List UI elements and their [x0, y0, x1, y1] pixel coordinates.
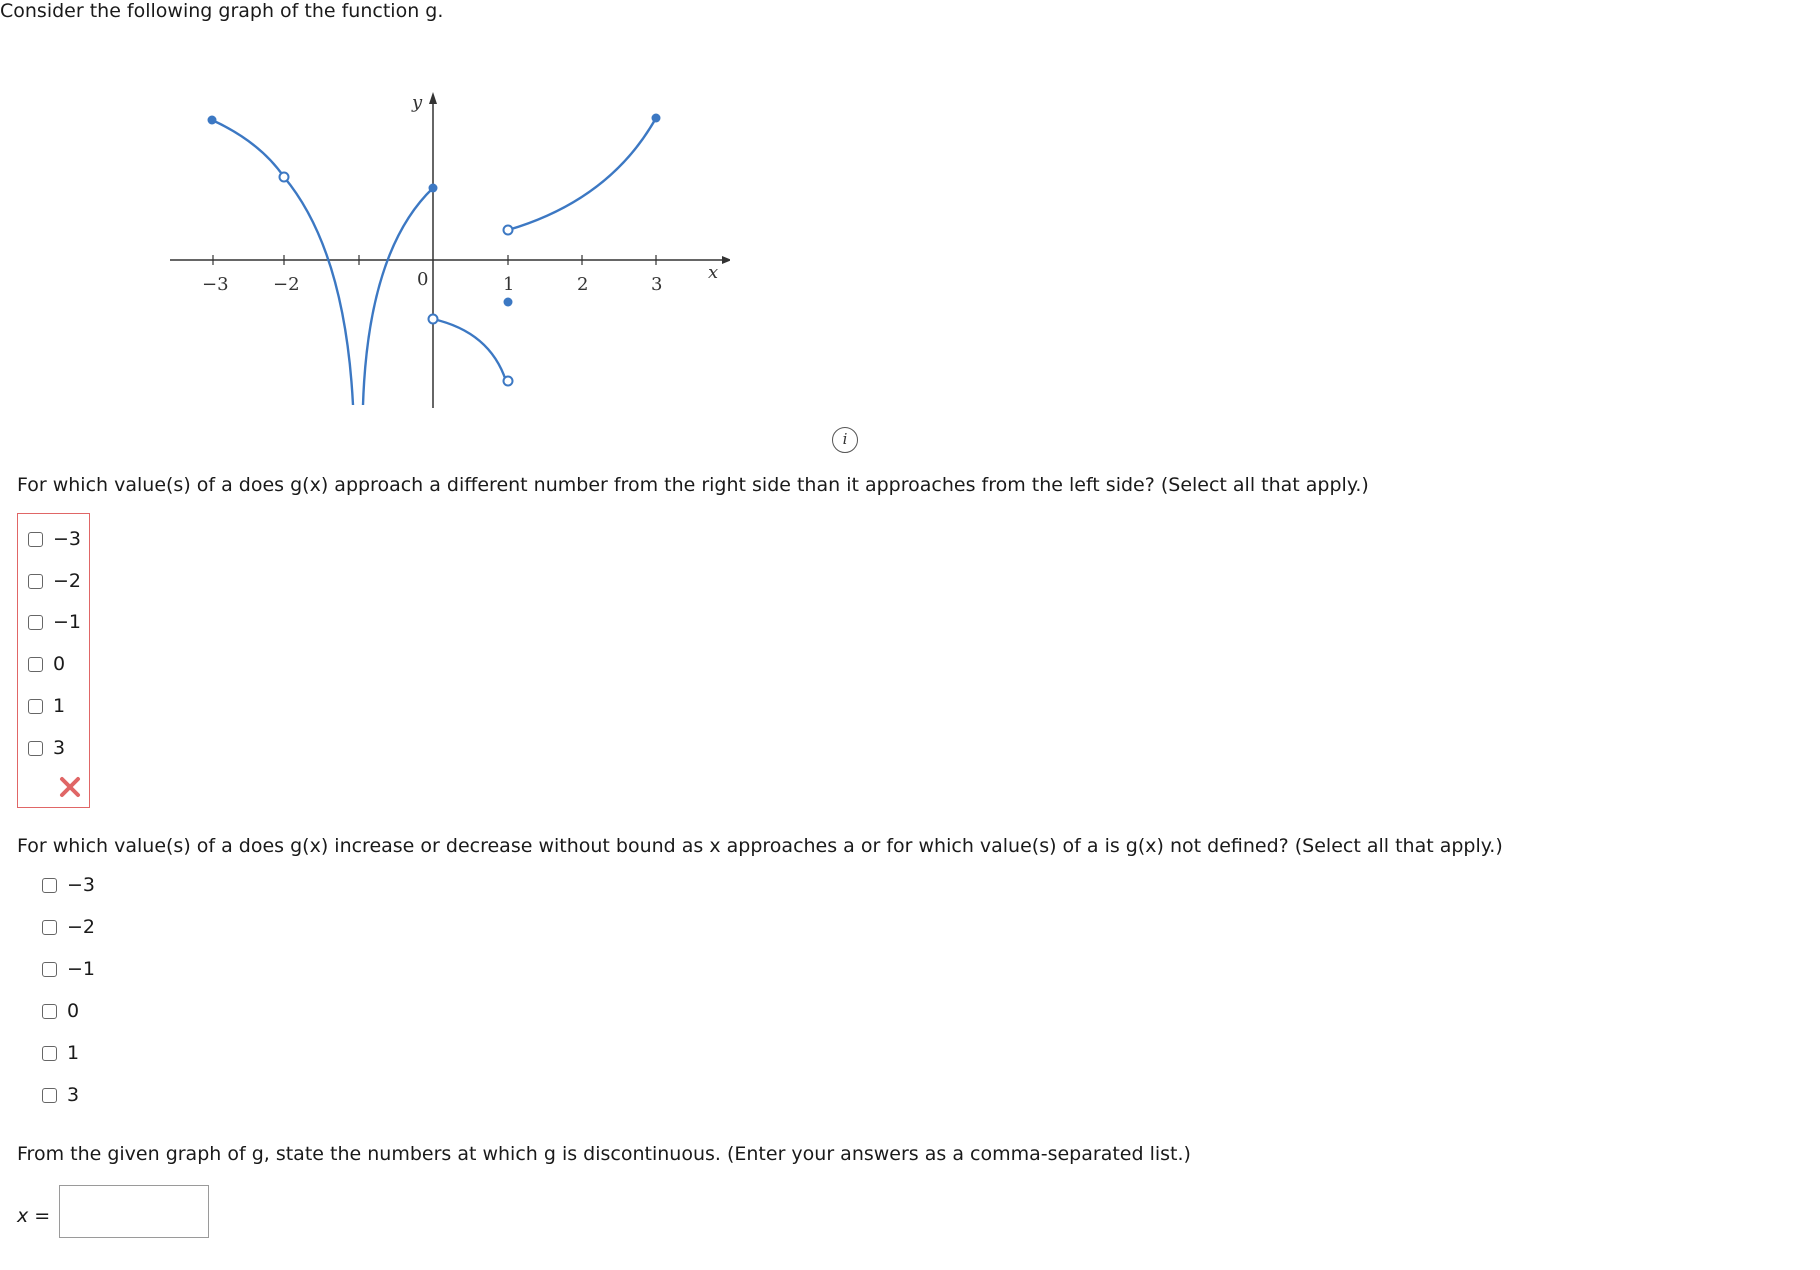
wrong-x-icon — [59, 776, 81, 798]
curve-left-branch — [212, 120, 353, 405]
q1-option-neg1[interactable]: −1 — [28, 609, 81, 635]
q2-option-neg2[interactable]: −2 — [42, 914, 95, 940]
q2-option-0[interactable]: 0 — [42, 998, 79, 1024]
checkbox[interactable] — [28, 615, 43, 630]
q1-option-3[interactable]: 3 — [28, 735, 65, 761]
graph-points — [208, 114, 661, 386]
tick-label-neg2: −2 — [273, 274, 300, 295]
answer-input[interactable] — [59, 1185, 209, 1238]
tick-label-1: 1 — [503, 274, 515, 295]
answer-label: x = — [17, 1205, 51, 1227]
q1-option-neg3[interactable]: −3 — [28, 526, 81, 552]
question-2-text: For which value(s) of a does g(x) increase or decrease without bound as x approaches a or for which value(s) of a is g(x) not defined? (Select all that apply.) — [17, 835, 1503, 857]
checkbox[interactable] — [28, 741, 43, 756]
y-axis-label: y — [412, 92, 423, 113]
q1-option-neg2[interactable]: −2 — [28, 568, 81, 594]
checkbox[interactable] — [42, 1088, 57, 1103]
curve-right-branch — [508, 118, 656, 230]
q2-option-1[interactable]: 1 — [42, 1040, 79, 1066]
question-1-text: For which value(s) of a does g(x) approach a different number from the right side than it approaches from the left side? (Select all that apply.) — [17, 474, 1369, 496]
question-1-options — [17, 513, 90, 808]
q2-option-3[interactable]: 3 — [42, 1082, 79, 1108]
info-icon[interactable]: i — [832, 427, 858, 453]
curve-middle-branch — [363, 188, 433, 405]
checkbox[interactable] — [42, 1004, 57, 1019]
question-3-text: From the given graph of g, state the numbers at which g is discontinuous. (Enter your answers as a comma-separated list.) — [17, 1143, 1191, 1165]
checkbox[interactable] — [42, 962, 57, 977]
checkbox[interactable] — [28, 657, 43, 672]
y-axis — [429, 92, 437, 408]
tick-label-neg3: −3 — [202, 274, 229, 295]
checkbox[interactable] — [28, 574, 43, 589]
tick-label-3: 3 — [651, 274, 663, 295]
q1-option-0[interactable]: 0 — [28, 651, 65, 677]
q2-option-neg3[interactable]: −3 — [42, 872, 95, 898]
tick-label-2: 2 — [577, 274, 589, 295]
curve-below-axis — [433, 319, 506, 381]
q1-option-1[interactable]: 1 — [28, 693, 65, 719]
checkbox[interactable] — [28, 699, 43, 714]
x-axis-label: x — [708, 262, 719, 283]
checkbox[interactable] — [42, 920, 57, 935]
q2-option-neg1[interactable]: −1 — [42, 956, 95, 982]
function-graph — [150, 80, 730, 420]
checkbox[interactable] — [42, 878, 57, 893]
checkbox[interactable] — [28, 532, 43, 547]
tick-label-0: 0 — [417, 269, 429, 290]
intro-text: Consider the following graph of the function g. — [0, 0, 444, 22]
checkbox[interactable] — [42, 1046, 57, 1061]
x-axis — [170, 256, 730, 264]
